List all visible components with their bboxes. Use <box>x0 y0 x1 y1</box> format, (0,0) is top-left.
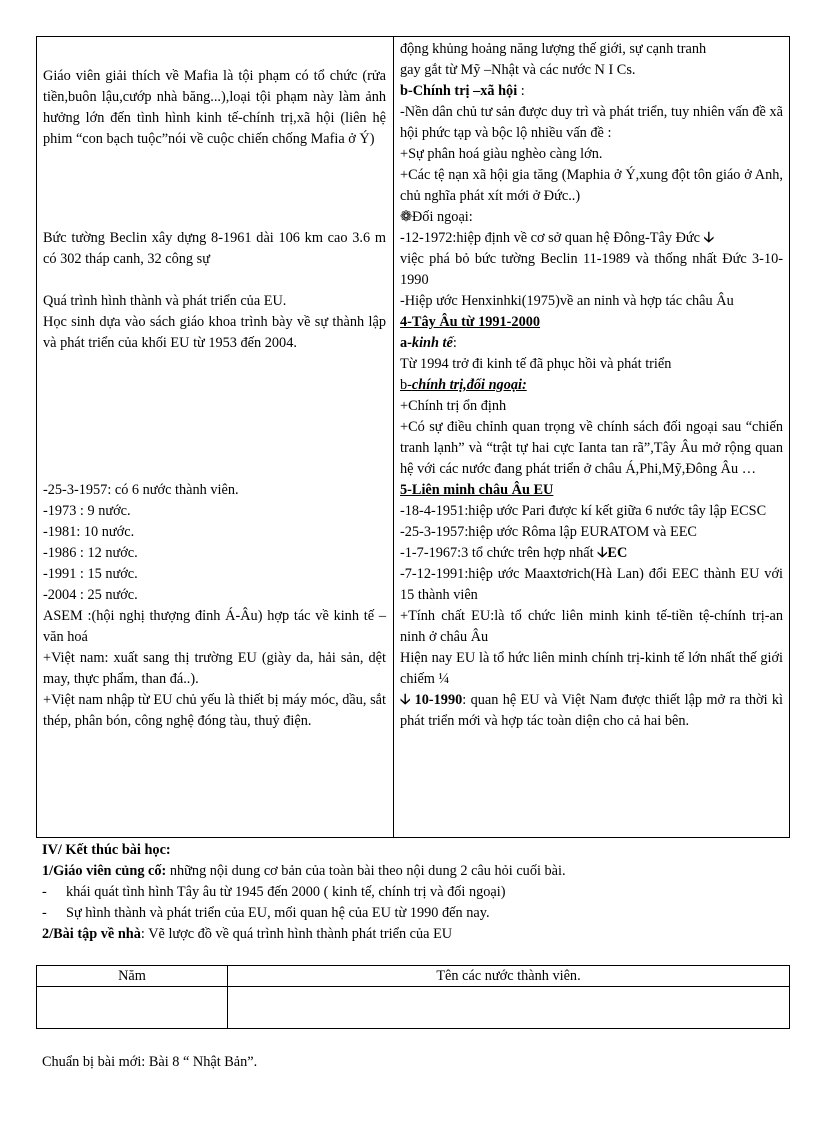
arrow-down-icon: 🡣 <box>597 545 608 561</box>
heading-politics <box>400 81 783 102</box>
date-1990: 10-1990 <box>410 692 463 708</box>
text-block: việc phá bỏ bức tường Beclin 11-1989 và thống nhất Đức 3-10-1990 <box>400 251 783 288</box>
text-block <box>400 690 783 732</box>
text-line: động khủng hoảng năng lượng thế giới, sự cạnh tranh <box>400 41 707 57</box>
timeline-item: -25-3-1957: có 6 nước thành viên. <box>43 482 239 498</box>
heading-politics-label: b-Chính trị –xã hội <box>400 83 518 99</box>
text-line <box>400 228 783 249</box>
vn-export-note: +Việt nam: xuất sang thị trường EU (giày da, hải sản, dệt may, thực phẩm, than đá..). <box>43 650 386 687</box>
review-label: 1/Giáo viên củng cố: <box>42 863 167 879</box>
bullet-dash: - <box>42 884 47 900</box>
timeline-item: -1991 : 15 nước. <box>43 566 138 582</box>
section-iv-heading: IV/ Kết thúc bài học: <box>42 842 171 858</box>
text-line <box>400 543 783 564</box>
review-item: Sự hình thành và phát triển của EU, mối quan hệ của EU từ 1990 đến nay. <box>66 905 490 921</box>
text-line: +Sự phân hoá giàu nghèo càng lớn. <box>400 146 603 162</box>
eu-title: Quá trình hình thành và phát triển của EU. <box>43 293 287 309</box>
review-line <box>42 861 792 882</box>
eu-members-table <box>36 965 790 1029</box>
text-block: +Các tệ nạn xã hội gia tăng (Maphia ở Ý,xung đột tôn giáo ở Anh, chủ nghĩa phát xít mới ở Đức..) <box>400 167 783 204</box>
ec-label: EC <box>607 545 628 561</box>
arrow-down-icon: 🡣 <box>703 230 714 246</box>
homework-text: : Vẽ lược đồ về quá trình hình thành phát triển của EU <box>140 926 453 942</box>
text-block: +Có sự điều chỉnh quan trọng về chính sách đối ngoại sau “chiến tranh lạnh” và “trật tự hai cực Ianta tan rã”,Tây Âu mở rộng quan hệ với các nước đang phát triển ở châu Á,Phi,Mỹ,Đông Âu … <box>400 419 783 477</box>
eu-task: Học sinh dựa vào sách giáo khoa trình bày về sự thành lập và phát triển của khối EU từ 1953 đến 2004. <box>43 314 386 351</box>
text-block: -7-12-1991:hiệp ước Maaxtơrich(Hà Lan) đổi EEC thành EU với 15 thành viên <box>400 566 783 603</box>
merge-1967: -1-7-1967:3 tổ chức trên hợp nhất <box>400 545 594 561</box>
subheading-economy <box>400 333 783 354</box>
homework-line <box>42 924 792 945</box>
subheading-economy-prefix: a- <box>400 335 412 351</box>
right-content <box>400 39 783 732</box>
empty-cell <box>228 987 790 1029</box>
header-members: Tên các nước thành viên. <box>228 966 790 987</box>
section-4-heading: 4-Tây Âu từ 1991-2000 <box>400 314 541 330</box>
eu-vietnam-relations: : quan hệ EU và Việt Nam được thiết lập mở ra thời kì phát triển mới và hợp tác toàn diện cho cả hai bên. <box>400 692 783 729</box>
text-block: -18-4-1951:hiệp ước Pari được kí kết giữa 6 nước tây lập ECSC <box>400 503 767 519</box>
bullet-dash: - <box>42 905 47 921</box>
text-line: Từ 1994 trở đi kinh tế đã phục hồi và phát triển <box>400 356 672 372</box>
text-line: -25-3-1957:hiệp ước Rôma lập EURATOM và EEC <box>400 524 697 540</box>
arrow-down-icon: 🡣 <box>400 692 411 708</box>
section-5-heading: 5-Liên minh châu Âu EU <box>400 482 554 498</box>
treaty-1972: -12-1972:hiệp định về cơ sở quan hệ Đông-Tây Đức <box>400 230 700 246</box>
text-block: -Nền dân chủ tư sản được duy trì và phát triển, tuy nhiên vấn đề xã hội phức tạp và bộc lộ nhiều vấn đề : <box>400 104 783 141</box>
subheading-politics <box>400 375 783 396</box>
heading-foreign <box>400 207 783 228</box>
text-block: Hiện nay EU là tổ hức liên minh chính trị-kinh tế lớn nhất thế giới chiếm ¼ <box>400 650 783 687</box>
text-block: +Tính chất EU:là tổ chức liên minh kinh tế-tiền tệ-chính trị-an ninh ở châu Âu <box>400 608 783 645</box>
asem-note: ASEM :(hội nghị thượng đỉnh Á-Âu) hợp tác về kinh tế –văn hoá <box>43 608 386 645</box>
berlin-wall-note: Bức tường Beclin xây dựng 8-1961 dài 106 km cao 3.6 m có 302 tháp canh, 32 công sự <box>43 230 386 267</box>
review-item: khái quát tình hình Tây âu từ 1945 đến 2000 ( kinh tế, chính trị và đối ngoại) <box>66 884 506 900</box>
review-text: những nội dung cơ bản của toàn bài theo nội dung 2 câu hỏi cuối bài. <box>166 863 566 879</box>
eu-timeline <box>43 480 386 606</box>
subheading-politics-label: chính trị,đối ngoại: <box>411 377 527 393</box>
subheading-politics-prefix: b- <box>400 377 412 393</box>
heading-politics-colon: : <box>517 83 525 99</box>
subheading-economy-colon: : <box>452 335 457 351</box>
text-line: +Chính trị ổn định <box>400 398 507 414</box>
text-line: gay gắt từ Mỹ –Nhật và các nước N I Cs. <box>400 62 636 78</box>
homework-label: 2/Bài tập về nhà <box>42 926 141 942</box>
heading-foreign-label: Đối ngoại: <box>411 209 473 225</box>
vn-import-note: +Việt nam nhập từ EU chủ yếu là thiết bị máy móc, dầu, sắt thép, phân bón, công nghệ đóng tàu, thuỷ điện. <box>43 692 386 729</box>
header-year: Năm <box>37 966 228 987</box>
timeline-item: -1973 : 9 nước. <box>43 503 131 519</box>
flower-icon: ❁ <box>400 209 412 225</box>
subheading-economy-label: kinh tế <box>411 335 453 351</box>
next-lesson: Chuẩn bị bài mới: Bài 8 “ Nhật Bản”. <box>42 1054 258 1070</box>
mafia-note: Giáo viên giải thích về Mafia là tội phạm có tổ chức (rửa tiền,buôn lậu,cướp nhà băng...),loại tội phạm này làm ảnh hưởng lớn đến tình hình kinh tế-chính trị,xã hội (liên hệ phim “con bạch tuộc”nói về cuộc chiến chống Mafia ở Ý) <box>43 68 386 147</box>
timeline-item: -1986 : 12 nước. <box>43 545 138 561</box>
timeline-item: -1981: 10 nước. <box>43 524 135 540</box>
text-block: -Hiệp ước Henxinhki(1975)về an ninh và hợp tác châu Âu <box>400 293 734 309</box>
empty-cell <box>37 987 228 1029</box>
timeline-item: -2004 : 25 nước. <box>43 587 138 603</box>
